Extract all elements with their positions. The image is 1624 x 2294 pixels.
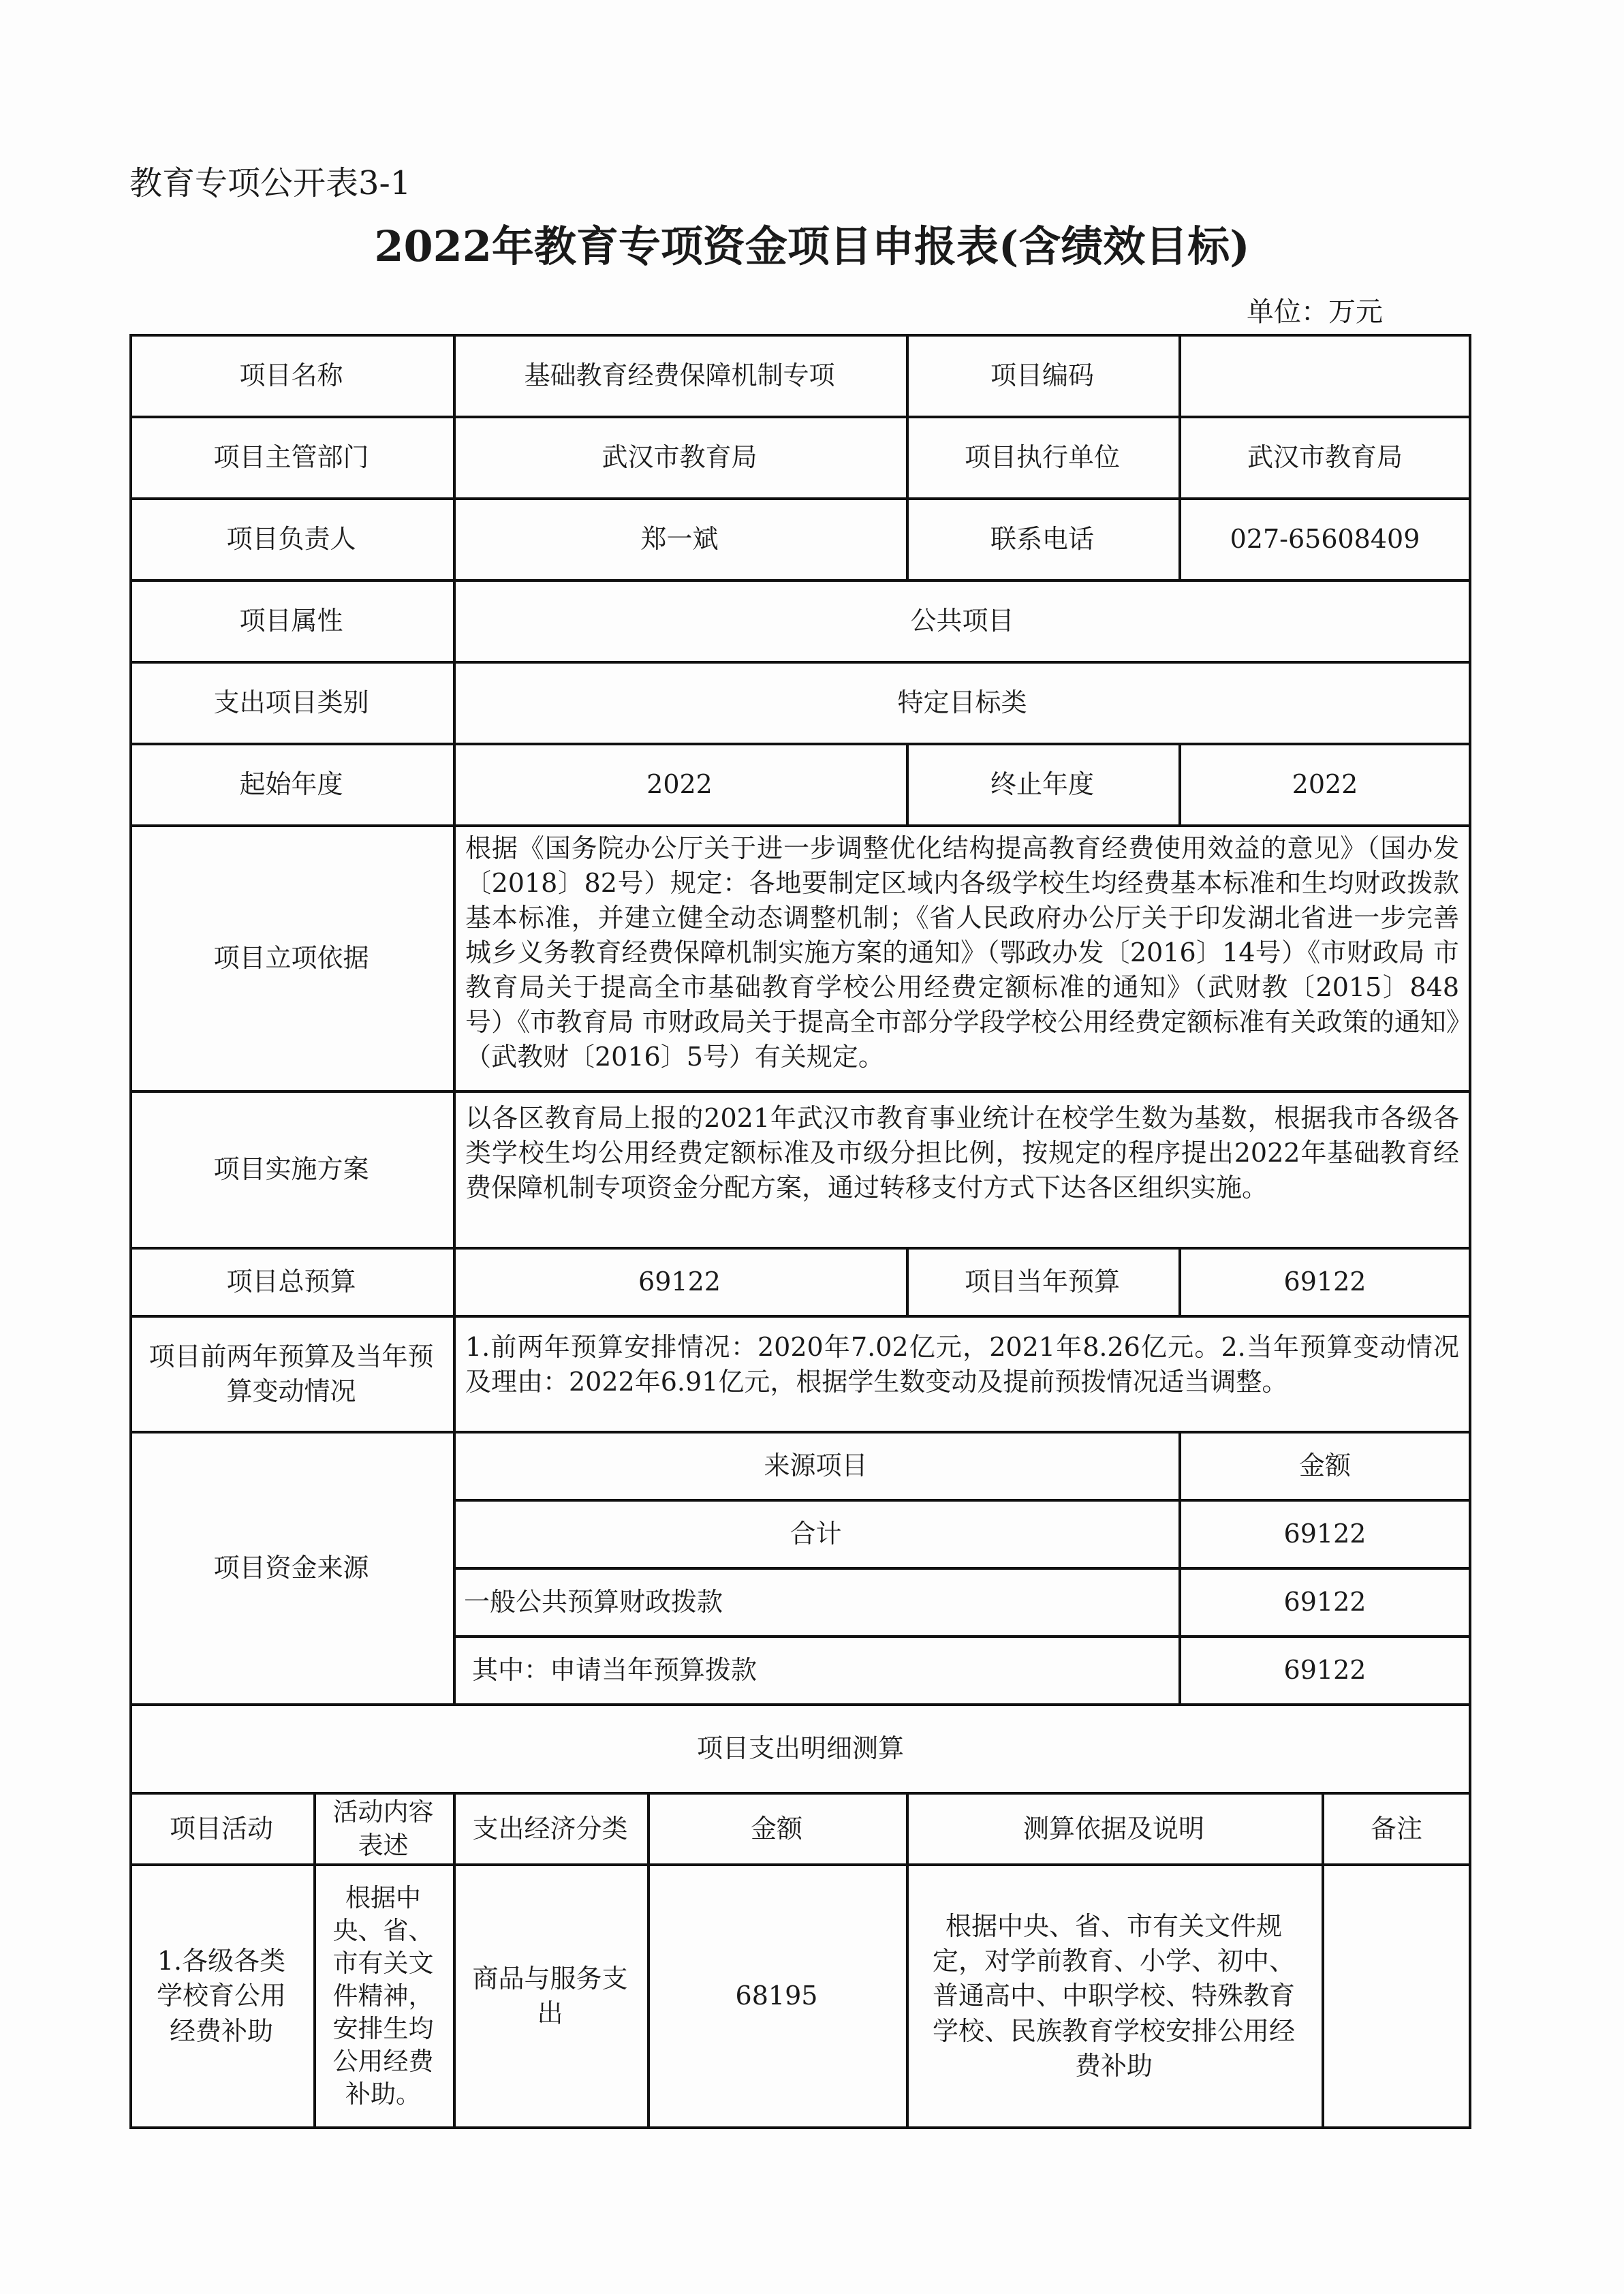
dept-value: 武汉市教育局: [602, 442, 758, 473]
source-header: 来源项目: [764, 1451, 868, 1481]
current-budget-label: 项目当年预算: [964, 1267, 1120, 1297]
attribute-value: 公共项目: [910, 606, 1014, 636]
project-code-label: 项目编码: [990, 360, 1094, 391]
page-title: 2022年教育专项资金项目申报表(含绩效目标): [374, 221, 1250, 271]
history-label: 项目前两年预算及当年预算变动情况: [149, 1341, 434, 1406]
total-budget-label: 项目总预算: [226, 1267, 356, 1297]
funding-row-name: 一般公共预算财政拨款: [464, 1587, 723, 1617]
project-name-label: 项目名称: [239, 360, 343, 391]
start-year-label: 起始年度: [239, 769, 343, 800]
expense-header: 金额: [750, 1813, 802, 1844]
plan-text: 以各区教育局上报的2021年武汉市教育事业统计在校学生数为基数，根据我市各级各类学校生均公用经费定额标准及市级分担比例，按规定的程序提出2022年基础教育经费保障机制专项资金分配方案，通过转移支付方式下达各区组织实施。: [465, 1103, 1459, 1203]
category-value: 特定目标类: [897, 687, 1027, 718]
basis-label: 项目立项依据: [213, 943, 369, 974]
plan-label: 项目实施方案: [213, 1154, 369, 1185]
funding-row-name: 其中：申请当年预算拨款: [472, 1655, 758, 1686]
history-text: 1.前两年预算安排情况：2020年7.02亿元，2021年8.26亿元。2.当年预算变动情况及理由：2022年6.91亿元，根据学生数变动及提前预拨情况适当调整。: [465, 1332, 1459, 1397]
funding-row-amount: 69122: [1283, 1655, 1367, 1686]
current-budget-value: 69122: [1283, 1267, 1367, 1297]
form-code: 教育专项公开表3-1: [129, 164, 411, 202]
amount-header: 金额: [1298, 1451, 1351, 1481]
expense-econ-class: 商品与服务支出: [472, 1963, 628, 2028]
unit-label: 单位：万元: [1247, 296, 1383, 328]
basis-text: 根据《国务院办公厅关于进一步调整优化结构提高教育经费使用效益的意见》（国办发〔2018〕82号）规定：各地要制定区域内各级学校生均经费基本标准和生均财政拨款基本标准，并建立健全动态调整机制；《省人民政府办公厅关于印发湖北省进一步完善城乡义务教育经费保障机制实施方案的通知》（鄂政办发〔2016〕14号）《市财政局 市教育局关于提高全市基础教育学校公用经费定额标准的通知》（武财教〔2015〕848号）《市教育局 市财政局关于提高全市部分学段学校公用经费定额标准有关政策的通知》（武教财〔2016〕5号）有关规定。: [465, 833, 1459, 1072]
funding-row-name: 合计: [790, 1519, 842, 1549]
expense-header: 项目活动: [169, 1813, 273, 1844]
expense-header: 活动内容表述: [332, 1797, 434, 1860]
phone-value: 027-65608409: [1230, 524, 1420, 555]
phone-label: 联系电话: [990, 524, 1094, 555]
project-application-table: [129, 334, 1471, 2129]
project-name-value: 基础教育经费保障机制专项: [524, 360, 835, 391]
category-label: 支出项目类别: [213, 687, 369, 718]
expense-header: 测算依据及说明: [1022, 1813, 1204, 1844]
owner-label: 项目负责人: [226, 524, 356, 555]
expense-basis: 根据中央、省、市有关文件规定，对学前教育、小学、初中、普通高中、中职学校、特殊教育学校、民族教育学校安排公用经费补助: [932, 1910, 1295, 2081]
exec-unit-label: 项目执行单位: [964, 442, 1120, 473]
expense-header: 支出经济分类: [472, 1813, 628, 1844]
expense-remark: [1322, 1863, 1471, 2129]
expense-activity: 1.各级各类学校育公用经费补助: [156, 1946, 286, 2046]
funding-row-amount: 69122: [1283, 1519, 1367, 1549]
expense-content: 根据中央、省、市有关文件精神，安排生均公用经费补助。: [332, 1882, 434, 2109]
expense-amount: 68195: [735, 1981, 818, 2011]
attribute-label: 项目属性: [239, 606, 343, 636]
funding-row-amount: 69122: [1283, 1587, 1367, 1617]
owner-value: 郑一斌: [640, 524, 719, 555]
dept-label: 项目主管部门: [213, 442, 369, 473]
funding-label: 项目资金来源: [213, 1553, 369, 1583]
project-code-value: [1178, 334, 1471, 418]
total-budget-value: 69122: [638, 1267, 721, 1297]
exec-unit-value: 武汉市教育局: [1247, 442, 1403, 473]
end-year-value: 2022: [1292, 769, 1358, 800]
start-year-value: 2022: [646, 769, 713, 800]
expense-section-title: 项目支出明细测算: [696, 1733, 904, 1764]
expense-header: 备注: [1370, 1813, 1422, 1844]
end-year-label: 终止年度: [990, 769, 1094, 800]
